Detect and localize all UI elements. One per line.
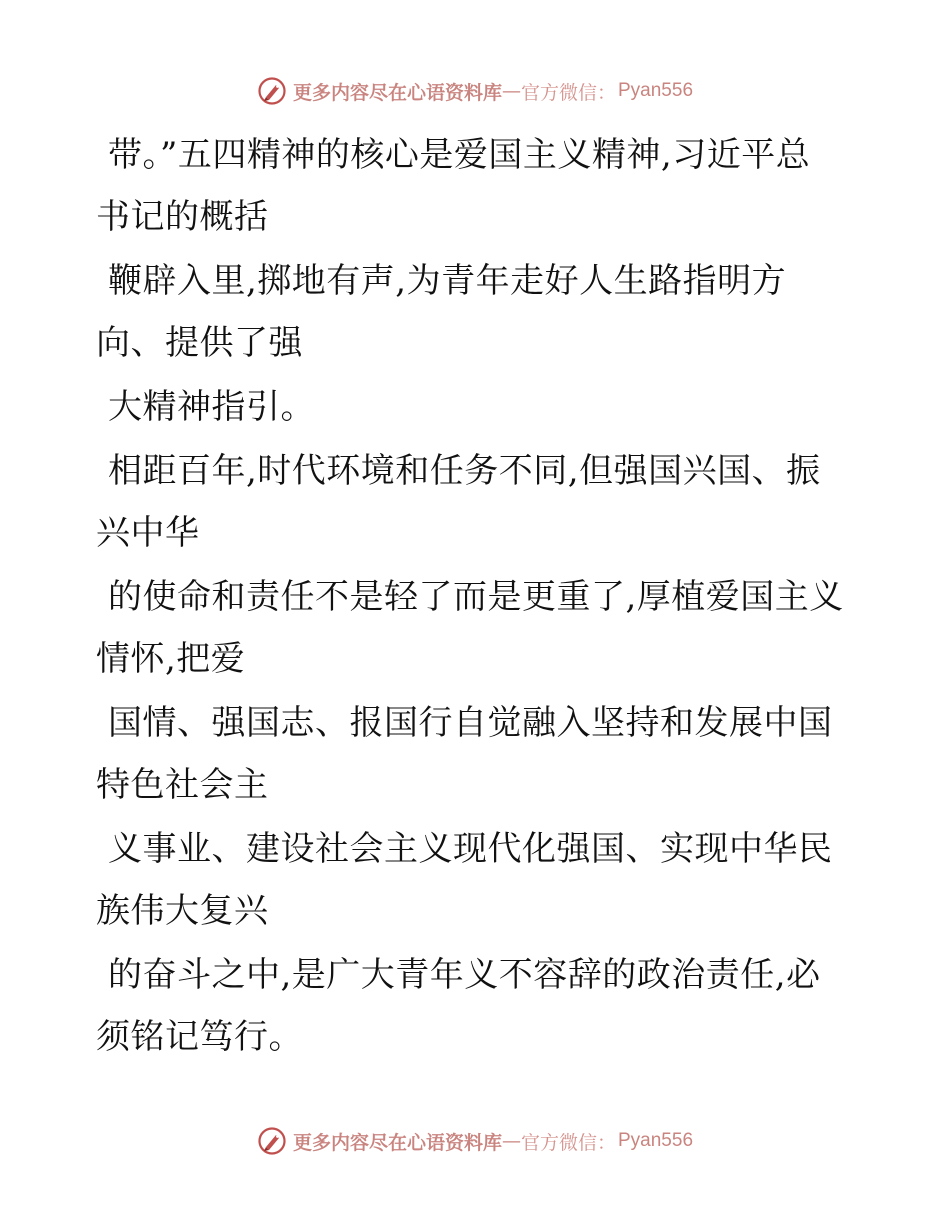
text-line: 情怀,把爱 xyxy=(96,639,246,679)
text-line: 的奋斗之中,是广大青年义不容辞的政治责任,必 xyxy=(108,955,821,995)
text-line: 向、提供了强 xyxy=(96,323,303,363)
text-line: 相距百年,时代环境和任务不同,但强国兴国、振 xyxy=(108,451,821,491)
text-line: 族伟大复兴 xyxy=(96,891,269,931)
watermark-dash: — xyxy=(501,1130,521,1152)
paragraph xyxy=(96,566,856,690)
watermark-label: 官方微信： xyxy=(520,1131,616,1154)
watermark-wechat-id: Pyan556 xyxy=(618,1130,694,1151)
paragraph xyxy=(96,944,856,1068)
text-line: 的使命和责任不是轻了而是更重了,厚植爱国主义 xyxy=(108,577,844,617)
paragraph xyxy=(96,250,856,374)
document-body xyxy=(96,124,856,1070)
text-line: 特色社会主 xyxy=(96,765,269,805)
paragraph xyxy=(96,818,856,942)
pen-logo-icon xyxy=(257,76,287,106)
paragraph xyxy=(96,376,856,438)
text-line: 大精神指引。 xyxy=(108,387,315,427)
text-line: 带。”五四精神的核心是爱国主义精神,习近平总 xyxy=(108,135,811,175)
watermark-label: 官方微信： xyxy=(520,81,616,104)
watermark-site-text: 更多内容尽在心语资料库 xyxy=(292,81,502,104)
text-line: 兴中华 xyxy=(96,513,200,553)
text-line: 国情、强国志、报国行自觉融入坚持和发展中国 xyxy=(108,703,833,743)
text-line: 鞭辟入里,掷地有声,为青年走好人生路指明方 xyxy=(108,261,787,301)
paragraph xyxy=(96,692,856,816)
footer-watermark xyxy=(0,1121,950,1161)
text-line: 书记的概括 xyxy=(96,197,269,237)
paragraph xyxy=(96,440,856,564)
paragraph xyxy=(96,124,856,248)
text-line: 义事业、建设社会主义现代化强国、实现中华民 xyxy=(108,829,833,869)
text-line: 须铭记笃行。 xyxy=(96,1017,303,1057)
watermark-wechat-id: Pyan556 xyxy=(618,80,694,101)
pen-logo-icon xyxy=(257,1126,287,1156)
watermark-dash: — xyxy=(501,80,521,102)
watermark-site-text: 更多内容尽在心语资料库 xyxy=(292,1131,502,1154)
header-watermark xyxy=(0,71,950,111)
